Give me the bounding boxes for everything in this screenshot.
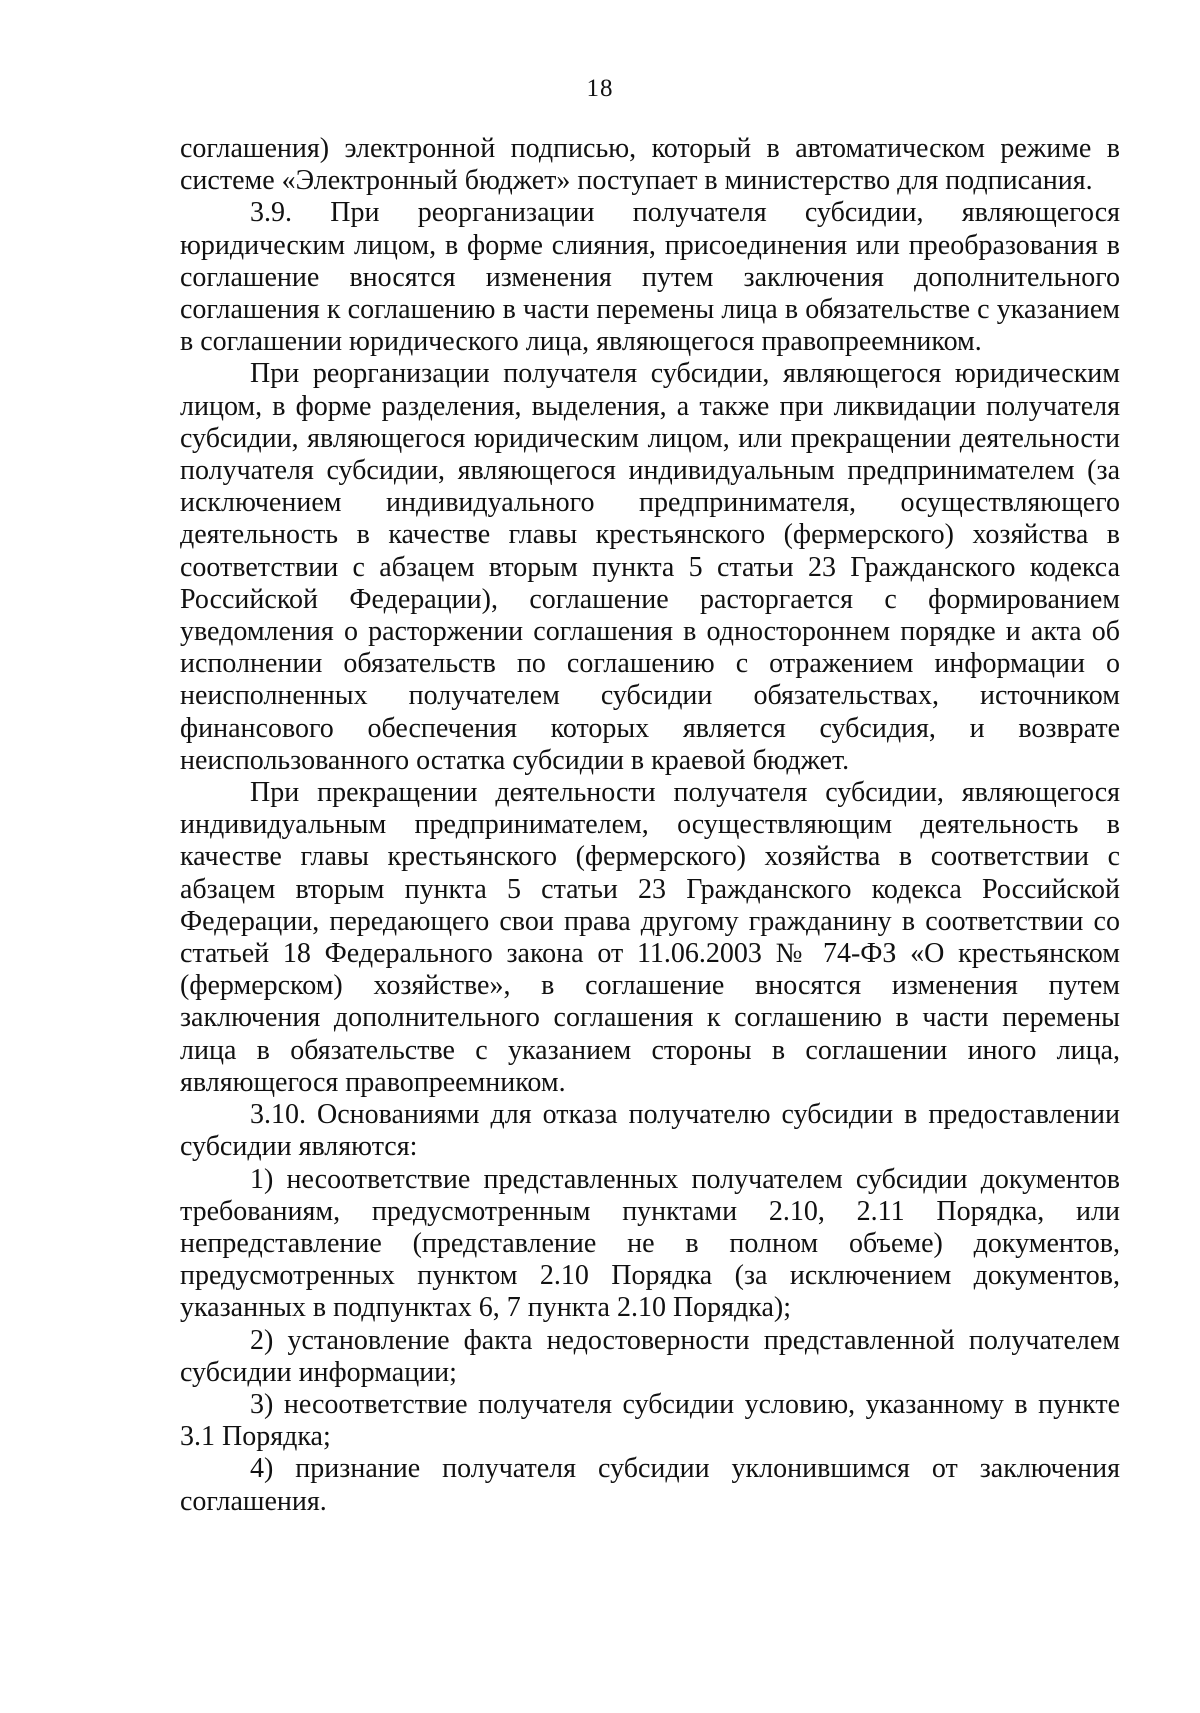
page-number: 18 <box>586 75 614 102</box>
paragraph-continuation: соглашения) электронной подписью, который в автоматическом режиме в системе «Электронный бюджет» поступает в министерство для подписания. <box>180 133 1120 197</box>
paragraph-3-9: 3.9. При реорганизации получателя субсидии, являющегося юридическим лицом, в форме слияния, присоединения или преобразования в соглашение вносятся изменения путем заключения дополнительного соглашения к соглашению в части перемены лица в обязательстве с указанием в соглашении юридического лица, являющегося правопреемником. <box>180 197 1120 358</box>
list-item-3: 3) несоответствие получателя субсидии условию, указанному в пункте 3.1 Порядка; <box>180 1388 1120 1453</box>
paragraph-termination: При прекращении деятельности получателя субсидии, являющегося индивидуальным предпринимателем, осуществляющим деятельность в качестве главы крестьянского (фермерского) хозяйства в соответствии с абзацем вторым пункта 5 статьи 23 Гражданского кодекса Российской Федерации, передающего свои права другому гражданину в соответствии со статьей 18 Федерального закона от 11.06.2003 № 74-ФЗ «О крестьянском (фермерском) хозяйстве», в соглашение вносятся изменения путем заключения дополнительного соглашения к соглашению в части перемены лица в обязательстве с указанием стороны в соглашении иного лица, являющегося правопреемником. <box>180 777 1120 1098</box>
list-item-4: 4) признание получателя субсидии уклонившимся от заключения соглашения. <box>180 1453 1120 1517</box>
paragraph-reorganization: При реорганизации получателя субсидии, являющегося юридическим лицом, в форме разделения, выделения, а также при ликвидации получателя субсидии, являющегося юридическим лицом, или прекращении деятельности получателя субсидии, являющегося индивидуальным предпринимателем (за исключением индивидуального предпринимателя, осуществляющего деятельность в качестве главы крестьянского (фермерского) хозяйства в соответствии с абзацем вторым пункта 5 статьи 23 Гражданского кодекса Российской Федерации), соглашение расторгается с формированием уведомления о расторжении соглашения в одностороннем порядке и акта об исполнении обязательств по соглашению с отражением информации о неисполненных получателем субсидии обязательствах, источником финансового обеспечения которых является субсидия, и возврате неиспользованного остатка субсидии в краевой бюджет. <box>180 358 1120 776</box>
list-item-1: 1) несоответствие представленных получателем субсидии документов требованиям, предусмотренным пунктами 2.10, 2.11 Порядка, или непредставление (представление не в полном объеме) документов, предусмотренных пунктом 2.10 Порядка (за исключением документов, указанных в подпунктах 6, 7 пункта 2.10 Порядка); <box>180 1163 1120 1324</box>
list-item-2: 2) установление факта недостоверности представленной получателем субсидии информации; <box>180 1324 1120 1388</box>
document-body <box>180 133 1120 1518</box>
paragraph-3-10: 3.10. Основаниями для отказа получателю субсидии в предоставлении субсидии являются: <box>180 1099 1120 1163</box>
